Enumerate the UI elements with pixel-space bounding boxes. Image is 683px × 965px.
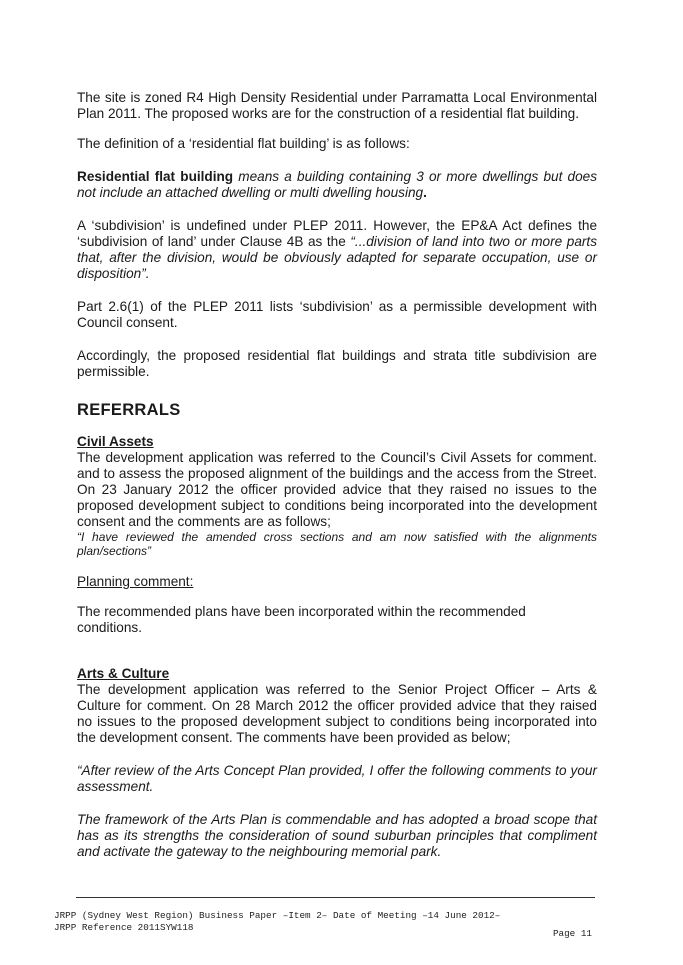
subdivision-paragraph [77, 218, 597, 282]
accordingly-paragraph: Accordingly, the proposed residential flat buildings and strata title subdivision are permissible. [77, 348, 597, 379]
arts-quote-1: “After review of the Arts Concept Plan provided, I offer the following comments to your assessment. [77, 763, 597, 794]
planning-comment-text: The recommended plans have been incorporated within the recommended conditions. [77, 604, 526, 635]
definition-term: Residential flat building [77, 169, 234, 184]
permissible-paragraph: Part 2.6(1) of the PLEP 2011 lists ‘subdivision’ as a permissible development with Council consent. [77, 299, 597, 330]
arts-culture-text: The development application was referred to the Senior Project Officer – Arts & Culture for comment. On 28 March 2012 the officer provided advice that they raised no issues to the proposed development subject to conditions being incorporated into the development consent. The comments have been provided as below; [77, 682, 597, 745]
definition-text: means a building containing 3 or more dwellings but does not include an attached dwelling or multi dwelling housing [77, 169, 597, 200]
page-number: Page 11 [552, 928, 592, 939]
zoning-paragraph: The site is zoned R4 High Density Residential under Parramatta Local Environmental Plan 2011. The proposed works are for the construction of a residential flat building. [77, 90, 597, 121]
footer-line-2: JRPP Reference 2011SYW118 [54, 922, 194, 933]
definition-intro: The definition of a ‘residential flat building’ is as follows: [77, 136, 410, 151]
planning-comment-heading: Planning comment: [77, 574, 194, 589]
subdivision-text: A ‘subdivision’ is undefined under PLEP 2011. However, the EP&A Act defines the ‘subdivision of land’ under Clause 4B as the [77, 218, 597, 249]
definition-paragraph [77, 169, 597, 201]
civil-assets-text: The development application was referred to the Council’s Civil Assets for comment. and to assess the proposed alignment of the buildings and the access from the Street. On 23 January 2012 the officer provided advice that they raised no issues to the proposed development subject to conditions being incorporated into the development consent and the comments are as follows; [77, 450, 597, 529]
page-content [77, 90, 597, 860]
footer-line-1: JRPP (Sydney West Region) Business Paper –Item 2– Date of Meeting –14 June 2012– [54, 910, 501, 921]
civil-assets-quote: “I have reviewed the amended cross sections and am now satisfied with the alignments plan/sections” [77, 530, 597, 558]
referrals-heading: REFERRALS [77, 401, 181, 419]
subdivision-quote: “...division of land into two or more parts that, after the division, would be obviously adapted for separate occupation, use or disposition”. [77, 234, 597, 281]
civil-assets-heading: Civil Assets [77, 434, 154, 449]
definition-period: . [423, 185, 427, 200]
arts-culture-heading: Arts & Culture [77, 666, 170, 681]
arts-quote-2: The framework of the Arts Plan is commendable and has adopted a broad scope that has as its strengths the consideration of sound suburban principles that compliment and activate the gateway to the neighbouring memorial park. [77, 812, 597, 859]
page-footer [54, 910, 594, 934]
footer-divider [76, 897, 595, 898]
